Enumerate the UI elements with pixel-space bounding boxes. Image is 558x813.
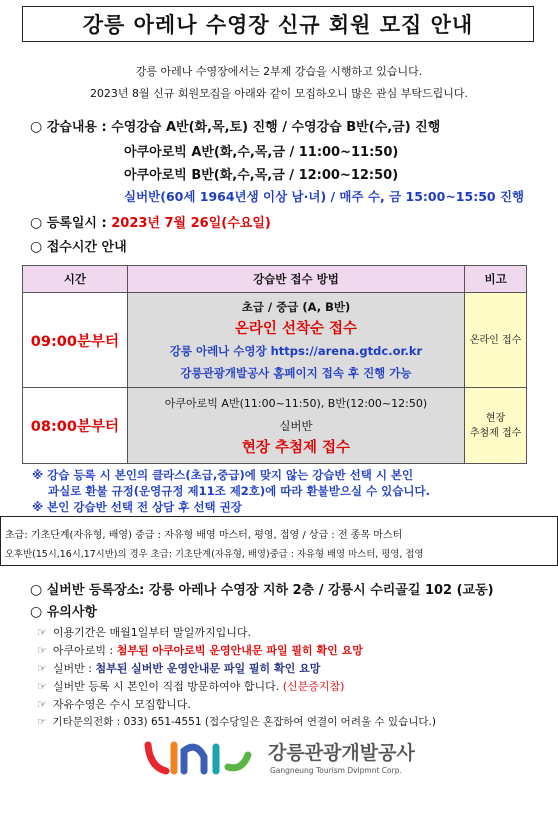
company-logo xyxy=(144,737,424,781)
circle-bullet-icon: ○ xyxy=(30,215,43,231)
table-row xyxy=(23,388,527,464)
caution-item xyxy=(37,660,320,676)
table-row xyxy=(23,293,527,388)
aqua-b-line: 아쿠아로빅 B반(화,수,목,금 / 12:00~12:50) xyxy=(124,168,399,183)
note-cell xyxy=(465,293,527,388)
level-info-box xyxy=(0,516,558,566)
caution-text: 자유수영은 수시 모집합니다. xyxy=(52,698,191,711)
table-header-row xyxy=(23,266,527,293)
method-line: 초급 / 중급 (A, B반) xyxy=(241,300,351,314)
caution-item xyxy=(37,714,436,729)
note-line: 추첨제 접수 xyxy=(469,427,522,439)
silver-place-label: 실버반 등록장소: 강릉 아레나 수영장 지하 2층 / 강릉시 수리골길 102 (교동) xyxy=(46,583,494,598)
method-line: 아쿠아로빅 A반(11:00~11:50), B반(12:00~12:50) xyxy=(164,396,428,410)
level-line: 오후반(15시,16시,17시반)의 경우 초급: 기초단계(자유형, 배영)중급 : 자유형 배영 마스터, 평영, 접영 xyxy=(5,549,424,560)
homepage-link[interactable]: 강릉 아레나 수영장 https://arena.gtdc.or.kr xyxy=(169,344,423,358)
intro-line-2: 2023년 8월 신규 회원모집을 아래와 같이 모집하오니 많은 관심 부탁드립니다. xyxy=(89,87,469,100)
caution-text: 아쿠아로빅 : xyxy=(52,644,117,657)
company-logo-mark-icon xyxy=(144,737,264,781)
note-line: 온라인 접수 xyxy=(469,334,522,346)
pointing-hand-icon: ☞ xyxy=(37,716,47,728)
caution-text: 실버반 등록 시 본인이 직접 방문하여야 합니다. xyxy=(52,680,283,693)
lessons-label: 강습내용 : 수영강습 A반(화,목,토) 진행 / 수영강습 B반(수,금) 진행 xyxy=(46,120,441,135)
company-name-english: Gangneung Tourism Dvlpmnt Corp. xyxy=(270,766,402,775)
circle-bullet-icon: ○ xyxy=(30,582,43,598)
method-line: 실버반 xyxy=(279,418,313,433)
note-line: 현장 xyxy=(485,412,506,424)
note-cell xyxy=(465,388,527,464)
method-line: 온라인 선착순 접수 xyxy=(234,321,358,337)
silver-place-section xyxy=(30,579,494,598)
circle-bullet-icon: ○ xyxy=(30,119,43,135)
title-box xyxy=(22,6,534,42)
table-header-note: 비고 xyxy=(465,266,527,293)
registration-date: 2023년 7월 26일(수요일) xyxy=(111,216,271,231)
silver-class-line: 실버반(60세 1964년생 이상 남·녀) / 매주 수, 금 15:00~15:50 진행 xyxy=(124,189,525,204)
cautions-section xyxy=(30,601,97,620)
notice-line: ※ 본인 강습반 선택 전 상담 후 선택 권장 xyxy=(32,500,242,514)
method-cell xyxy=(127,293,464,388)
registration-label: 등록일시 : xyxy=(46,216,112,231)
caution-text: 이용기간은 매월1일부터 말일까지입니다. xyxy=(52,626,252,639)
circle-bullet-icon: ○ xyxy=(30,604,43,620)
caution-text: 기타문의전화 : 033) 651-4551 (접수당일은 혼잡하여 연결이 어려울 수 있습니다.) xyxy=(52,716,436,728)
caution-emphasis: (신분증지참) xyxy=(282,680,345,693)
time-cell: 08:00분부터 xyxy=(23,388,128,464)
circle-bullet-icon: ○ xyxy=(30,239,43,255)
caution-item xyxy=(37,678,344,694)
pointing-hand-icon: ☞ xyxy=(37,626,47,639)
company-name: 강릉관광개발공사 xyxy=(268,742,415,764)
level-line: 초급: 기초단계(자유형, 배영) 중급 : 자유형 배영 마스터, 평영, 접영 / 상급 : 전 종목 마스터 xyxy=(5,530,403,541)
caution-item xyxy=(37,642,363,658)
caution-emphasis: 첨부된 실버반 운영안내문 파일 필히 확인 요망 xyxy=(95,662,321,675)
method-cell xyxy=(127,388,464,464)
method-line: 현장 추첨제 접수 xyxy=(241,439,351,456)
caution-item xyxy=(37,696,191,712)
time-cell: 09:00분부터 xyxy=(23,293,128,388)
cautions-label: 유의사항 xyxy=(46,605,97,620)
pointing-hand-icon: ☞ xyxy=(37,698,47,711)
notice-line: ※ 강습 등록 시 본인의 클라스(초급,중급)에 맞지 않는 강습반 선택 시 본인 xyxy=(32,468,414,482)
reception-section xyxy=(30,236,127,255)
reception-table xyxy=(22,265,527,464)
table-header-time: 시간 xyxy=(23,266,128,293)
caution-emphasis: 첨부된 아쿠아로빅 운영안내문 파일 필히 확인 요망 xyxy=(116,644,363,657)
aqua-a-line: 아쿠아로빅 A반(화,수,목,금 / 11:00~11:50) xyxy=(124,145,399,160)
registration-section xyxy=(30,212,271,231)
intro-line-1: 강릉 아레나 수영장에서는 2부제 강습을 시행하고 있습니다. xyxy=(135,65,423,78)
page-title: 강릉 아레나 수영장 신규 회원 모집 안내 xyxy=(82,13,474,37)
caution-text: 실버반 : xyxy=(52,662,96,675)
reception-label: 접수시간 안내 xyxy=(46,240,127,255)
table-header-method: 강습반 접수 방법 xyxy=(127,266,464,293)
pointing-hand-icon: ☞ xyxy=(37,662,47,675)
lessons-section xyxy=(30,116,440,135)
pointing-hand-icon: ☞ xyxy=(37,680,47,693)
caution-item xyxy=(37,624,251,640)
method-line: 강릉관광개발공사 홈페이지 접속 후 진행 가능 xyxy=(180,366,412,380)
notice-line: 과실로 환불 규정(운영규정 제11조 제2호)에 따라 환불받으실 수 있습니다. xyxy=(48,484,430,498)
pointing-hand-icon: ☞ xyxy=(37,644,47,657)
